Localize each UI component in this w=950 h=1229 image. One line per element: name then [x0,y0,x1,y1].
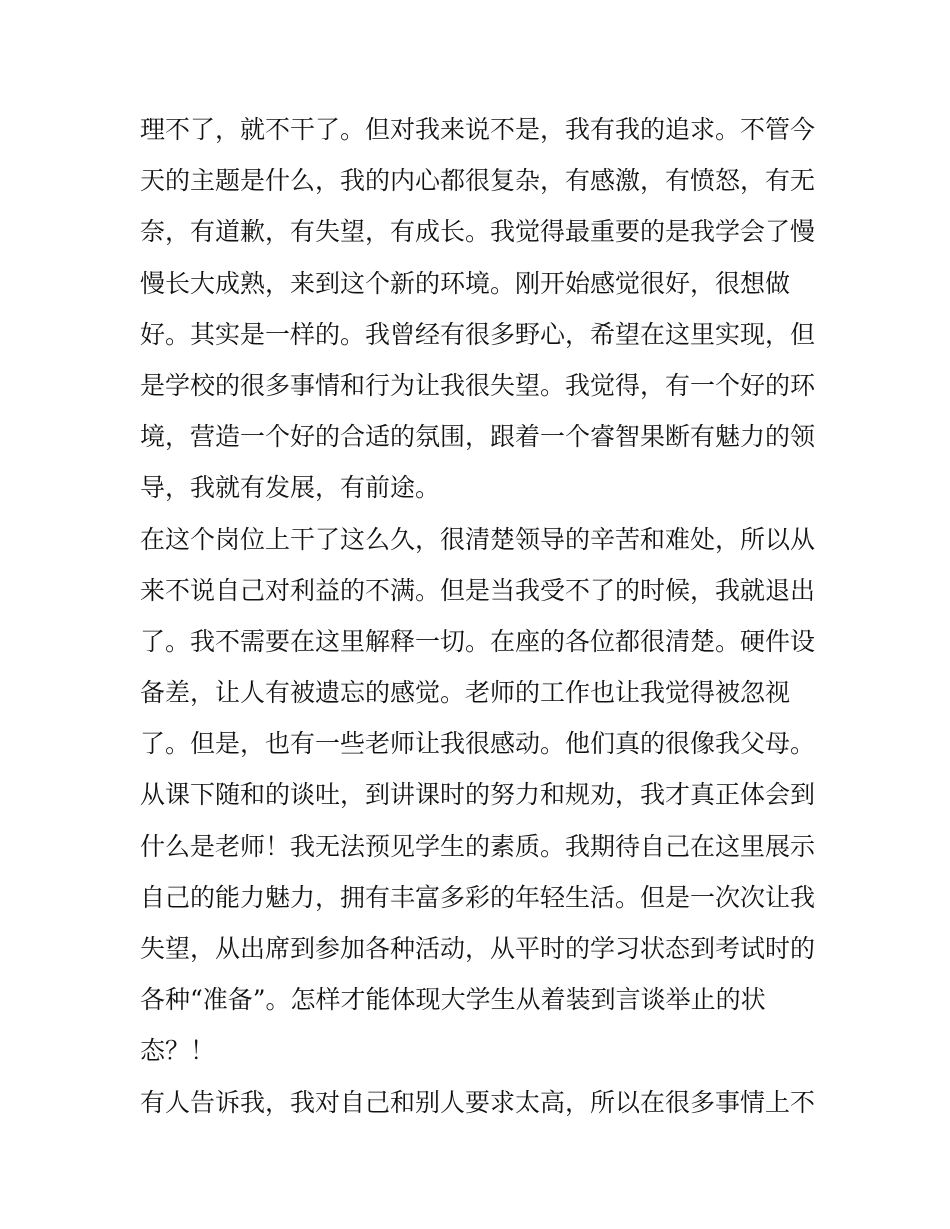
text-line: 奈，有道歉，有失望，有成长。我觉得最重要的是我学会了慢 [140,217,816,247]
text-line: 境，营造一个好的合适的氛围，跟着一个睿智果断有魅力的领 [140,422,816,452]
text-line: 导，我就有发展，有前途。 [140,473,441,503]
text-line: 是学校的很多事情和行为让我很失望。我觉得，有一个好的环 [140,370,816,400]
text-line: 了。我不需要在这里解释一切。在座的各位都很清楚。硬件设 [140,626,816,656]
text-line: 什么是老师！我无法预见学生的素质。我期待自己在这里展示 [140,831,816,861]
text-line: 自己的能力魅力，拥有丰富多彩的年轻生活。但是一次次让我 [140,882,816,912]
text-line: 备差，让人有被遗忘的感觉。老师的工作也让我觉得被忽视 [140,678,791,708]
text-line: 来不说自己对利益的不满。但是当我受不了的时候，我就退出 [140,575,816,605]
text-line: 在这个岗位上干了这么久，很清楚领导的辛苦和难处，所以从 [140,524,816,554]
text-line: 从课下随和的谈吐，到讲课时的努力和规劝，我才真正体会到 [140,780,816,810]
text-line: 好。其实是一样的。我曾经有很多野心，希望在这里实现，但 [140,319,816,349]
text-line: 各种“准备”。怎样才能体现大学生从着装到言谈举止的状 [140,985,766,1015]
document-body [140,104,820,1128]
text-line: 有人告诉我，我对自己和别人要求太高，所以在很多事情上不 [140,1087,816,1117]
text-line: 了。但是，也有一些老师让我很感动。他们真的很像我父母。 [140,729,816,759]
text-line: 失望，从出席到参加各种活动，从平时的学习状态到考试时的 [140,934,816,963]
text-line: 态？！ [140,1036,216,1066]
text-line: 天的主题是什么，我的内心都很复杂，有感激，有愤怒，有无 [140,166,816,196]
text-line: 理不了，就不干了。但对我来说不是，我有我的追求。不管今 [140,115,816,144]
text-line: 慢长大成熟，来到这个新的环境。刚开始感觉很好，很想做 [140,268,791,298]
